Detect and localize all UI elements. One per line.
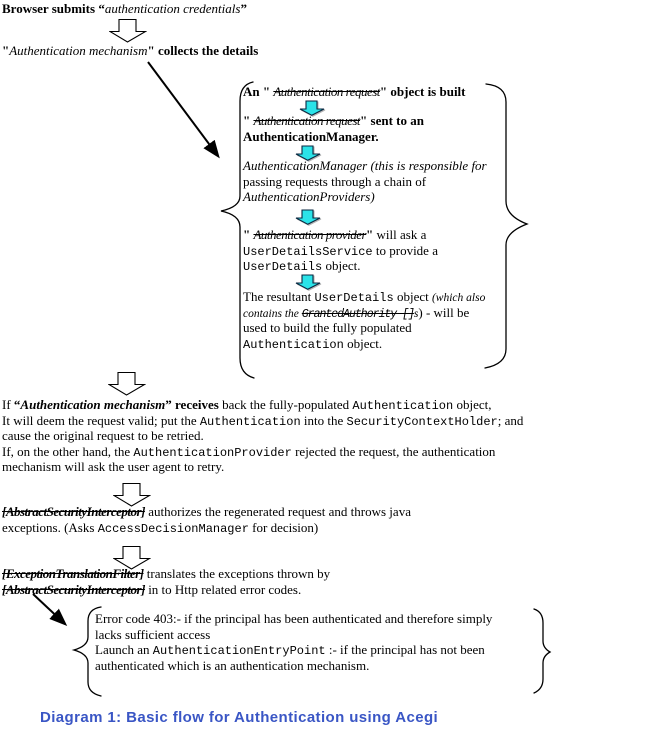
interceptor-line-1: [AbstractSecurityInterceptor] authorizes the regenerated request and throws java — [2, 504, 411, 519]
interceptor-paragraph — [2, 504, 411, 535]
error-brace-right — [534, 609, 550, 693]
mechanism-collects-text: "Authentication mechanism" collects the details — [2, 43, 259, 58]
panel-step-4-line-1: " Authentication provider" will ask a — [243, 227, 427, 242]
translation-filter-paragraph — [2, 566, 330, 597]
diagonal-arrow-to-panel — [148, 62, 218, 156]
panel-step-5-line-4: Authentication object. — [243, 335, 383, 352]
down-arrow-outline-icon — [108, 372, 146, 396]
error-line-3: Launch an AuthenticationEntryPoint :- if the principal has not been — [95, 642, 485, 658]
panel-step-2-line-2: AuthenticationManager. — [243, 128, 379, 144]
panel-step-5 — [243, 289, 485, 351]
receives-line-3: cause the original request to be retried. — [2, 428, 204, 443]
panel-step-3-line-2: passing requests through a chain of — [243, 173, 427, 189]
error-line-2: lacks sufficient access — [95, 626, 211, 642]
down-arrow-outline-icon — [109, 19, 147, 43]
panel-step-3-line-3: AuthenticationProviders) — [243, 189, 375, 204]
panel-step-5-line-2: contains the GrantedAuthority []s) - will be — [243, 304, 470, 321]
panel-step-2-line-1: " Authentication request" sent to an — [243, 113, 424, 128]
panel-step-3 — [243, 158, 487, 205]
panel-step-4 — [243, 227, 438, 274]
panel-step-3-line-1: AuthenticationManager (this is responsible for — [243, 158, 487, 173]
cyan-down-arrow-icon — [295, 274, 321, 290]
big-brace-right — [485, 84, 527, 368]
receives-line-1: If “Authentication mechanism” receives back the fully-populated Authentication object, — [2, 397, 492, 413]
translation-line-1: [ExceptionTranslationFilter] translates the exceptions thrown by — [2, 566, 331, 581]
error-line-4: authenticated which is an authentication mechanism. — [95, 657, 370, 673]
panel-step-2 — [243, 113, 424, 144]
diagonal-arrow-to-error-block — [33, 594, 65, 624]
receives-line-5: mechanism will ask the user agent to retry. — [2, 459, 225, 474]
translation-line-2: [AbstractSecurityInterceptor] in to Http related error codes. — [2, 581, 302, 597]
interceptor-line-2: exceptions. (Asks AccessDecisionManager for decision) — [2, 519, 319, 536]
panel-step-5-line-3: used to build the fully populated — [243, 320, 412, 335]
receives-line-2: It will deem the request valid; put the Authentication into the SecurityContextHolder; and — [2, 412, 524, 429]
receives-line-4: If, on the other hand, the AuthenticationProvider rejected the request, the authentication — [2, 443, 496, 460]
panel-step-4-line-3: UserDetails object. — [243, 258, 361, 274]
diagram-caption: Diagram 1: Basic flow for Authentication using Acegi — [40, 709, 439, 726]
panel-step-1: An " Authentication request" object is built — [243, 84, 466, 99]
panel-step-5-line-1: The resultant UserDetails object (which also — [243, 289, 486, 305]
browser-submits-text: Browser submits “authentication credentials” — [2, 1, 247, 16]
error-line-1: Error code 403:- if the principal has been authenticated and therefore simply — [95, 611, 493, 626]
cyan-down-arrow-icon — [295, 209, 321, 225]
panel-step-4-line-2: UserDetailsService to provide a — [243, 242, 438, 259]
error-code-block — [95, 611, 492, 673]
receives-paragraph — [2, 397, 523, 475]
